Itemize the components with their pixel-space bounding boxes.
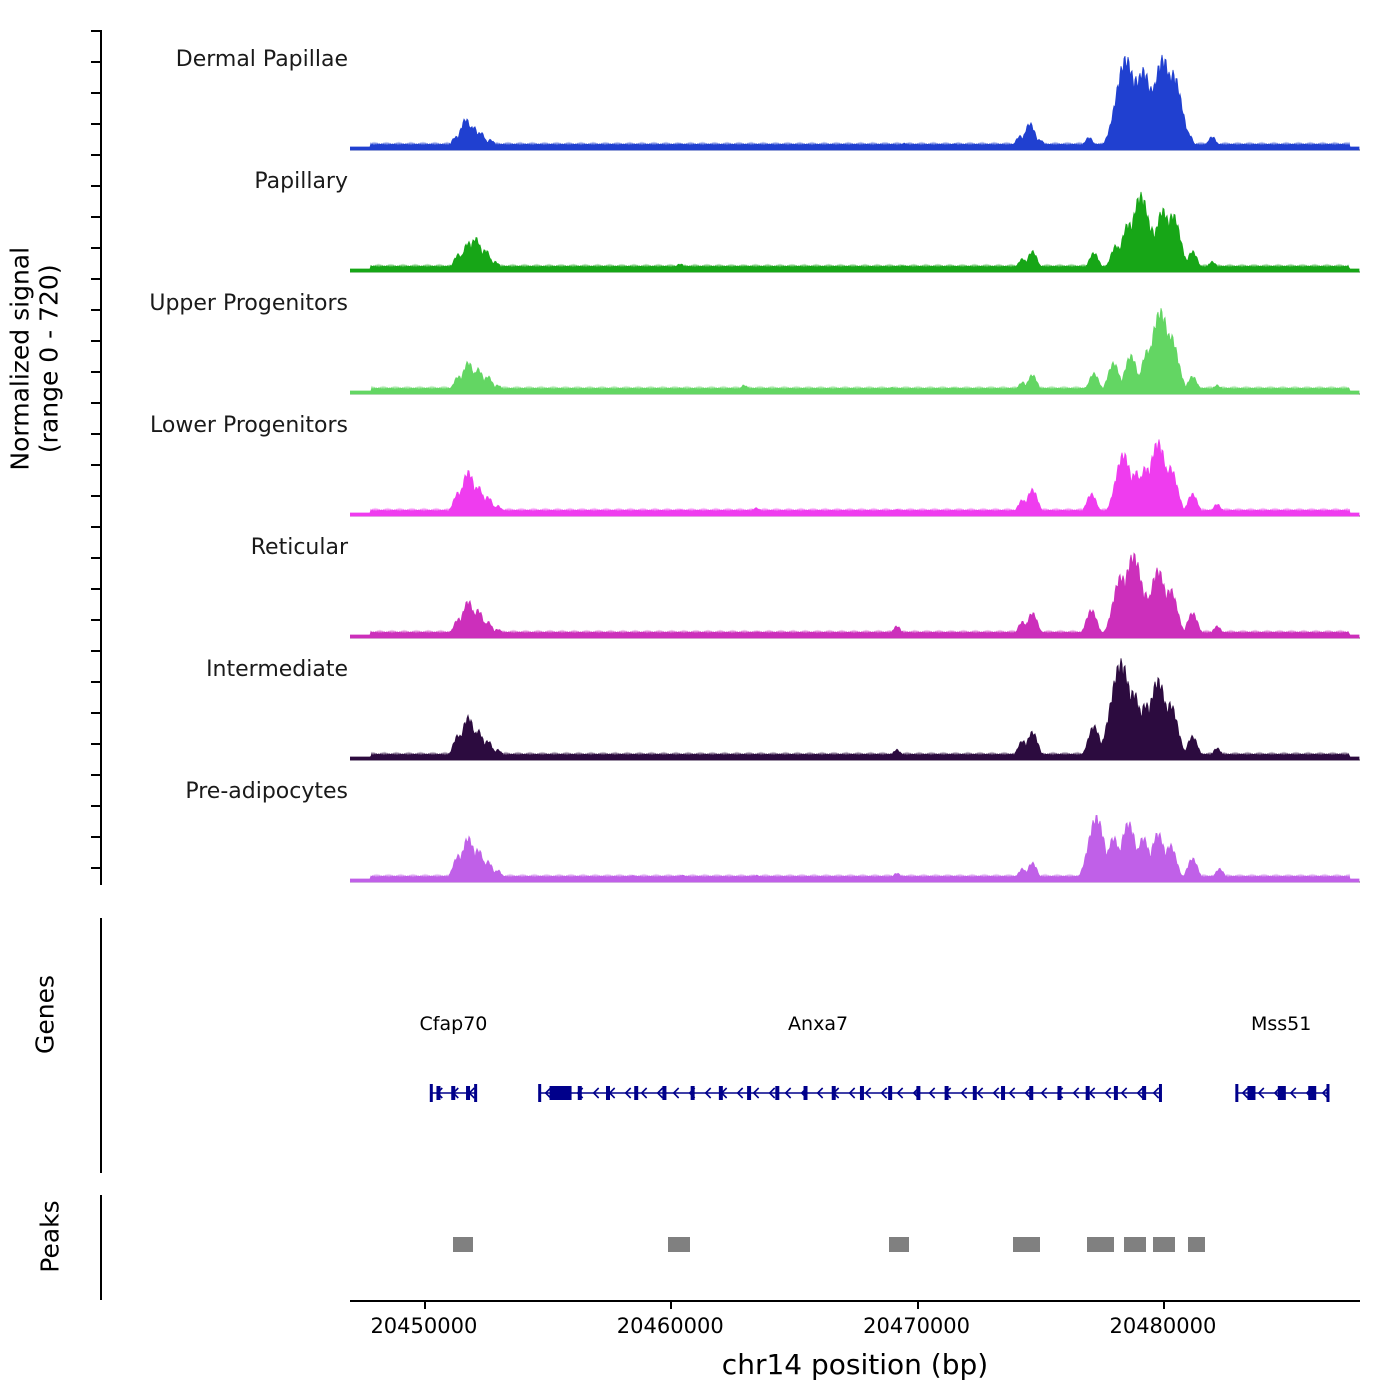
genes-axis <box>100 918 102 1173</box>
y-axis-label-line2: (range 0 - 720) <box>34 264 63 454</box>
y-axis-tick <box>91 433 100 435</box>
track-label: Dermal Papillae <box>175 47 348 72</box>
peak-region <box>1188 1237 1205 1252</box>
y-axis-tick <box>91 402 100 404</box>
track-label: Intermediate <box>206 657 348 682</box>
peaks-panel <box>350 1195 1360 1300</box>
y-axis-tick <box>91 495 100 497</box>
y-axis-tick <box>91 309 100 311</box>
signal-track <box>149 279 1360 401</box>
x-axis-tick <box>424 1300 426 1309</box>
y-axis-tick <box>91 216 100 218</box>
x-axis-tick-label: 20470000 <box>863 1314 971 1338</box>
gene-name-label: Mss51 <box>1250 1013 1312 1035</box>
track-signal-plot <box>350 279 1360 401</box>
genes-panel <box>350 918 1360 1173</box>
peak-region <box>1013 1237 1040 1252</box>
gene-name-label: Anxa7 <box>788 1013 849 1035</box>
x-axis-tick <box>917 1300 919 1309</box>
y-axis-tick <box>91 247 100 249</box>
peak-region <box>1124 1237 1146 1252</box>
genes-panel-label: Genes <box>30 975 60 1055</box>
peaks-panel-label: Peaks <box>35 1200 65 1273</box>
peak-region <box>1087 1237 1114 1252</box>
y-axis-tick <box>91 154 100 156</box>
y-axis-tick <box>91 526 100 528</box>
gene-name-label: Cfap70 <box>419 1013 488 1035</box>
signal-track <box>175 35 1360 157</box>
signal-track <box>150 401 1360 523</box>
x-axis-tick-label: 20460000 <box>616 1314 724 1338</box>
x-axis-line <box>350 1300 1360 1302</box>
track-label: Reticular <box>250 535 348 560</box>
x-axis-label: chr14 position (bp) <box>721 1348 989 1381</box>
peak-region <box>453 1237 473 1252</box>
track-label: Upper Progenitors <box>149 291 348 316</box>
y-axis-tick <box>91 867 100 869</box>
y-axis-tick <box>91 30 100 32</box>
track-signal-plot <box>350 523 1360 645</box>
track-label: Pre-adipocytes <box>185 779 348 804</box>
peaks-axis <box>100 1195 102 1300</box>
track-signal-plot <box>350 157 1360 279</box>
y-axis-tick <box>91 805 100 807</box>
y-axis-tick <box>91 650 100 652</box>
peak-region <box>889 1237 909 1252</box>
y-axis-label-line1: Normalized signal <box>5 246 35 471</box>
signal-y-axis <box>100 30 102 885</box>
track-label: Lower Progenitors <box>150 413 348 438</box>
signal-track <box>250 523 1360 645</box>
y-axis-tick <box>91 836 100 838</box>
track-signal-plot <box>350 645 1360 767</box>
track-signal-plot <box>350 767 1360 889</box>
x-axis-tick-label: 20450000 <box>370 1314 478 1338</box>
track-signal-plot <box>350 401 1360 523</box>
x-axis-tick <box>1163 1300 1165 1309</box>
x-axis-tick-label: 20480000 <box>1109 1314 1217 1338</box>
peak-region <box>668 1237 690 1252</box>
y-axis-label <box>6 149 64 569</box>
y-axis-tick <box>91 123 100 125</box>
y-axis-tick <box>91 712 100 714</box>
y-axis-tick <box>91 619 100 621</box>
x-axis-tick <box>670 1300 672 1309</box>
track-signal-plot <box>350 35 1360 157</box>
signal-track <box>185 767 1360 889</box>
gene-models <box>350 1068 1360 1118</box>
y-axis-tick <box>91 774 100 776</box>
track-label: Papillary <box>254 169 348 194</box>
y-axis-tick <box>91 92 100 94</box>
y-axis-tick <box>91 340 100 342</box>
y-axis-tick <box>91 278 100 280</box>
y-axis-tick <box>91 371 100 373</box>
y-axis-tick <box>91 588 100 590</box>
y-axis-tick <box>91 743 100 745</box>
y-axis-tick <box>91 681 100 683</box>
y-axis-tick <box>91 185 100 187</box>
signal-track <box>254 157 1360 279</box>
y-axis-tick <box>91 61 100 63</box>
peak-region <box>1153 1237 1175 1252</box>
y-axis-tick <box>91 557 100 559</box>
signal-track <box>206 645 1360 767</box>
y-axis-tick <box>91 464 100 466</box>
